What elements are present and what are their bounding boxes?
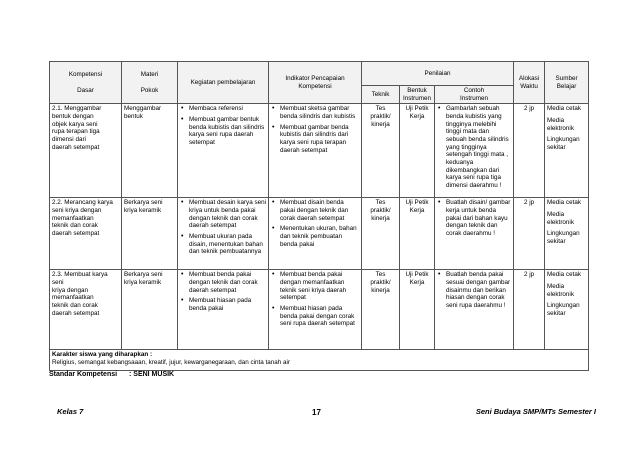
list-item: • Membuat desain karya seni kriya untuk benda pakai dengan teknik dan corak daerah setempat	[189, 199, 266, 230]
kegiatan-cell	[178, 270, 269, 350]
header-alokasi: Alokasi Waktu	[514, 62, 545, 104]
header-indikator: Indikator Pencapaian Kompetensi	[269, 62, 362, 104]
table-row	[50, 104, 589, 198]
header-contoh: Contoh Instrumen	[435, 86, 514, 104]
sumber-item: Lingkungan sekitar	[547, 136, 580, 152]
list-item: • Membuat disain benda pakai dengan teknik dan corak daerah setempat	[280, 199, 359, 222]
kegiatan-cell	[178, 104, 269, 198]
contoh-cell	[435, 270, 514, 350]
table-row	[50, 270, 589, 350]
sumber-item: Media elektronik	[547, 283, 574, 298]
standar-value: : SENI MUSIK	[129, 371, 175, 378]
materi-cell: Menggambar bentuk	[122, 104, 178, 198]
header-penilaian: Penilaian	[362, 62, 514, 86]
teknik-cell: Tes praktik/ kinerja	[362, 270, 400, 350]
waktu-cell: 2 jp	[514, 198, 545, 270]
list-item: • Membuat benda pakai dengan memanfaatkan teknik seni kriya daerah setempat	[280, 271, 359, 302]
sumber-item: Media elektronik	[547, 211, 574, 226]
materi-cell: Berkarya seni kriya keramik	[122, 198, 178, 270]
sumber-item: Media cetak	[547, 271, 581, 279]
indikator-cell	[269, 104, 362, 198]
kd-cell: 2.2. Merancang karya seni kriya dengan memanfaatkan teknik dan corak daerah setempat	[50, 198, 122, 270]
sumber-item: Media cetak	[547, 105, 581, 113]
waktu-cell: 2 jp	[514, 104, 545, 198]
sumber-item: Lingkungan sekitar	[547, 302, 580, 318]
sumber-item: Media elektronik	[547, 117, 574, 132]
sumber-cell	[545, 270, 589, 350]
teknik-cell: Tes praktik/ kinerja	[362, 198, 400, 270]
waktu-cell: 2 jp	[514, 270, 545, 350]
header-sumber: Sumber Belajar	[545, 62, 589, 104]
kd-cell: 2.3. Membuat karya seni kriya dengan memanfaatkan teknik dan corak daerah setempat	[50, 270, 122, 350]
sumber-item: Media cetak	[547, 199, 581, 207]
standar-kompetensi	[49, 371, 175, 378]
karakter-row	[50, 350, 589, 371]
contoh-cell	[435, 198, 514, 270]
list-item: • Menentukan ukuran, bahan dan teknik pembuatan benda pakai	[280, 225, 359, 248]
karakter-title: Karakter siswa yang diharapkan :	[52, 351, 153, 359]
list-item: • Membuat benda pakai dengan teknik dan corak daerah setempat	[189, 271, 266, 294]
footer-book-title: Seni Budaya SMP/MTs Semester I	[475, 407, 596, 416]
sumber-item: Lingkungan sekitar	[547, 230, 580, 246]
bentuk-cell: Uji Petik Kerja	[400, 198, 435, 270]
bentuk-cell: Uji Petik Kerja	[400, 270, 435, 350]
header-bentuk: Bentuk Instrumen	[400, 86, 435, 104]
karakter-text: Religius, semangat kebangsaaan, kreatif, jujur, kewarganegaraan, dan cinta tanah air	[52, 359, 291, 367]
list-item: • Membuat sketsa gambar benda silindris dan kubistis	[280, 105, 359, 120]
list-item: • Membaca referensi	[189, 105, 266, 113]
table-row	[50, 198, 589, 270]
contoh-cell	[435, 104, 514, 198]
karakter-cell	[50, 350, 589, 371]
list-item: • Membuat hiasan pada benda pakai	[189, 297, 266, 312]
list-item: • Buatlah benda pakai sesuai dengan gambar disainmu dan berikan hiasan dengan corak seni rupa daerahmu !	[446, 271, 511, 309]
teknik-cell: Tes praktik/ kinerja	[362, 104, 400, 198]
list-item: • Membuat hiasan pada benda pakai dengan corak seni rupa daerah setempat	[280, 305, 359, 328]
kd-cell: 2.1. Menggambar bentuk dengan objek karya seni rupa terapan tiga dimensi dari daerah setempat	[50, 104, 122, 198]
indikator-cell	[269, 270, 362, 350]
page-number: 17	[312, 408, 321, 417]
list-item: • Membuat gambar bentuk benda kubistis dan silindris karya seni rupa daerah setempat	[189, 116, 266, 147]
standar-label: Standar Kompetensi	[49, 371, 118, 378]
materi-cell: Berkarya seni kriya keramik	[122, 270, 178, 350]
bentuk-cell: Uji Petik Kerja	[400, 104, 435, 198]
silabus-table	[49, 61, 589, 371]
list-item: • Gambarlah sebuah benda kubistis yang tingginya melebihi tinggi mata dan sebuah benda silindris yang tingginya setengah tinggi mata , keduanya dikembangkan dari karya seni rupa tiga dimensi daerahmu !	[446, 105, 511, 189]
kegiatan-cell	[178, 198, 269, 270]
header-materi-pokok: Materi Pokok	[122, 62, 178, 104]
header-kegiatan: Kegiatan pembelajaran	[178, 62, 269, 104]
list-item: • Membuat gambar benda kubistis dan silindris dari karya seni rupa terapan daerah setempat	[280, 124, 359, 155]
sumber-cell	[545, 198, 589, 270]
footer-class: Kelas 7	[57, 407, 84, 416]
indikator-cell	[269, 198, 362, 270]
header-kompetensi-dasar: Kompetensi Dasar	[50, 62, 122, 104]
list-item: • Membuat ukuran pada disain, menentukan bahan dan teknik pembuatannya	[189, 233, 266, 256]
sumber-cell	[545, 104, 589, 198]
header-teknik: Teknik	[362, 86, 400, 104]
list-item: • Buatlah disain/ gambar kerja untuk benda pakai dari bahan kayu dengan teknik dan corak daerahmu !	[446, 199, 511, 237]
